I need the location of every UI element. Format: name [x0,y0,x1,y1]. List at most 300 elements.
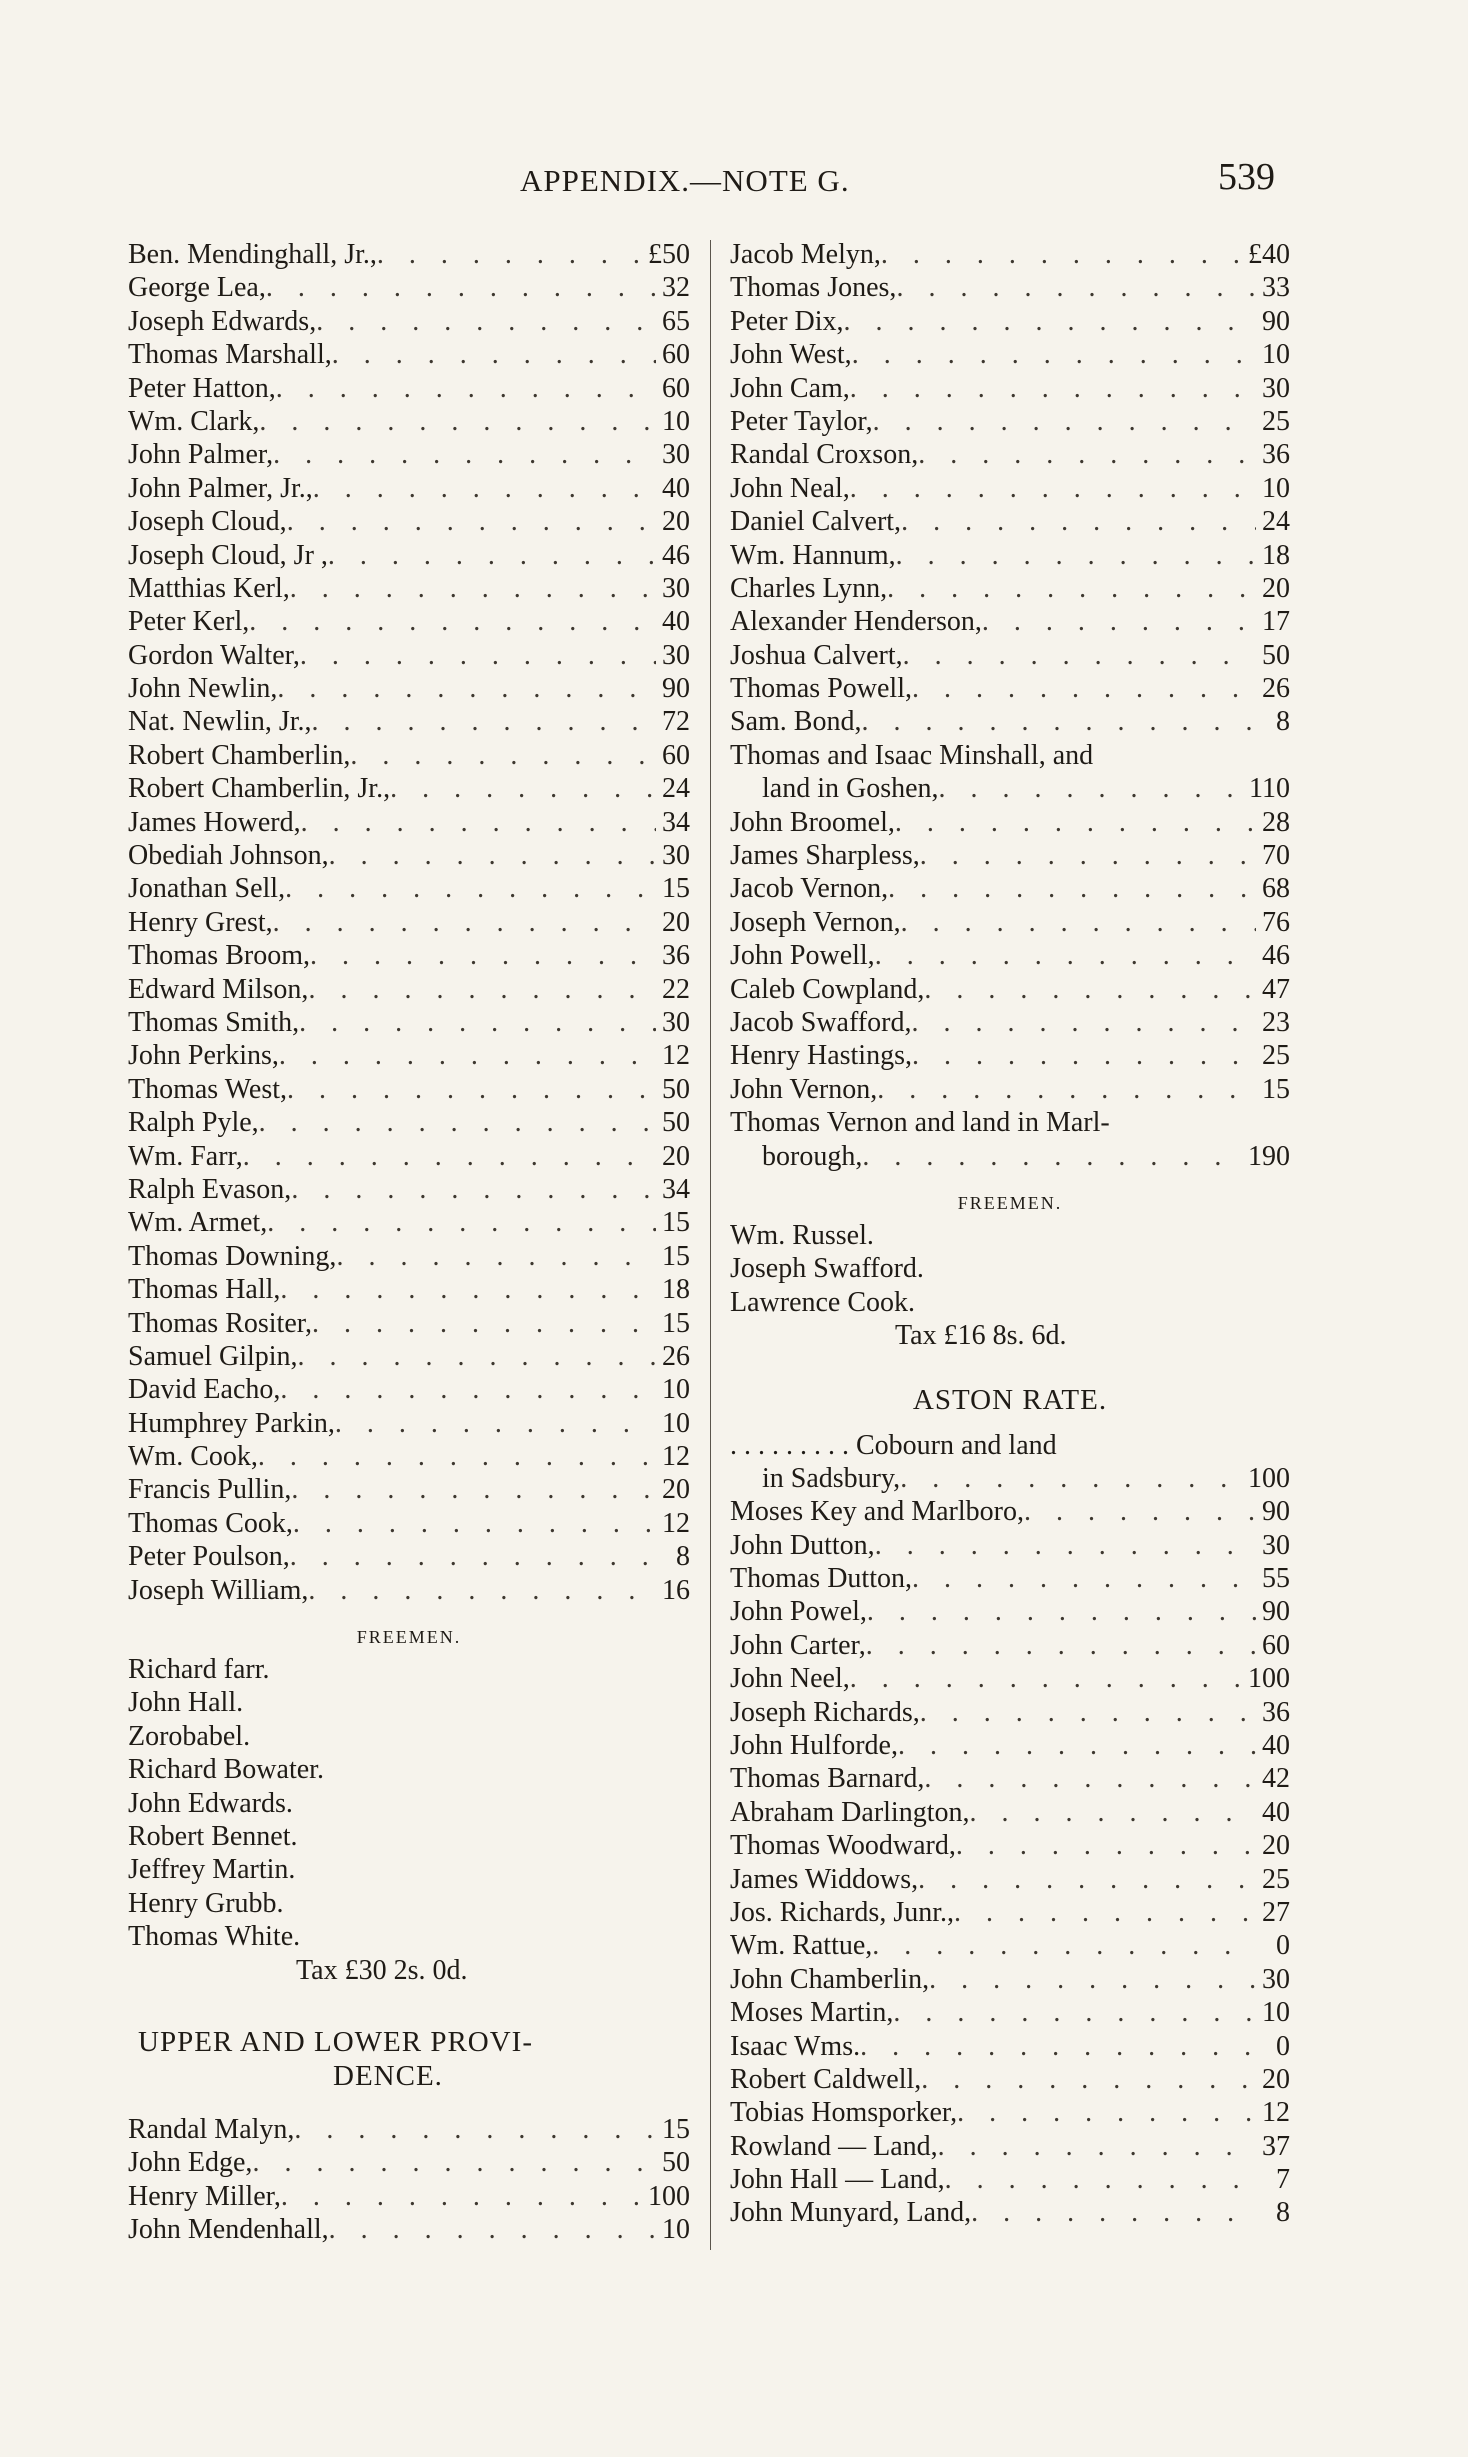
entry-name: Tobias Homsporker, [730,2097,958,2129]
entry-name: John Newlin, [128,673,278,705]
leader-dots [249,605,656,638]
entry-amount: 24 [1262,506,1290,538]
aston-entries-list [730,1495,1290,2230]
entry-name: Thomas Marshall, [128,339,332,371]
freeman-name: Henry Grubb. [128,1887,284,1919]
leader-dots [281,2180,648,2213]
entry-amount: 30 [1262,1963,1290,1995]
entry-amount: 12 [662,1441,690,1473]
entry-name: John Vernon, [730,1073,878,1105]
list-item [128,2213,690,2246]
entry-amount: £50 [648,239,690,270]
list-item [730,271,1290,304]
leader-dots [299,1006,656,1039]
leader-dots [277,672,656,705]
entry-name: Charles Lynn, [730,572,888,604]
entry-amount: 12 [662,1040,690,1072]
entry-name: Joseph Edwards, [128,305,317,337]
leader-dots [285,872,656,905]
list-item [128,1173,690,1206]
list-item [128,1106,690,1139]
leader-dots [313,472,656,505]
entry-amount: 70 [1262,840,1290,872]
entry-amount: 8 [1276,2197,1290,2229]
entry-name: Thomas Barnard, [730,1763,925,1795]
entry-name: Peter Kerl, [128,606,250,638]
list-item [730,705,1290,738]
leader-dots [312,705,656,738]
list-item [128,1440,690,1473]
leader-dots [316,305,656,338]
entry-name: Joseph Cloud, Jr , [128,539,328,571]
entry-name: Thomas Dutton, [730,1563,912,1595]
entry-amount: 47 [1262,973,1290,1005]
entry-name: Henry Miller, [128,2180,281,2212]
entry-amount: 20 [662,906,690,938]
list-item [128,438,690,471]
leader-dots [1024,1495,1256,1528]
leader-dots [881,238,1248,271]
entry-amount: 10 [1262,1997,1290,2029]
entry-name: Jacob Melyn, [730,239,881,270]
list-item [128,839,690,872]
list-item [730,939,1290,972]
leader-dots [901,906,1256,939]
list-item [730,2163,1290,2196]
entry-name: Peter Poulson, [128,1541,290,1573]
entry-amount: 90 [1262,1596,1290,1628]
list-item [730,438,1290,471]
list-item [730,539,1290,572]
entry-name: Robert Chamberlin, [128,739,351,771]
vernon-line1: Thomas Vernon and land in Marl- [730,1107,1110,1139]
entry-amount: 36 [1262,439,1290,471]
entry-name: in Sadsbury, [762,1462,901,1494]
entry-name: George Lea, [128,272,266,304]
entry-amount: 20 [662,1140,690,1172]
entry-amount: 72 [662,706,690,738]
leader-dots [259,1106,656,1139]
list-item [730,906,1290,939]
leader-dots [390,772,656,805]
list-item [128,1307,690,1340]
entry-name: John Hulforde, [730,1730,898,1762]
entry-amount: 16 [662,1574,690,1606]
entry-amount: 10 [662,405,690,437]
entry-name: Thomas Powell, [730,673,912,705]
entry-amount: 0 [1276,1930,1290,1962]
entry-amount: 26 [662,1340,690,1372]
entry-name: Nat. Newlin, Jr., [128,706,312,738]
list-item [730,1562,1290,1595]
entry-amount: 24 [662,773,690,805]
freeman-name: Wm. Russel. [730,1219,874,1251]
list-item [128,1340,690,1373]
entry-amount: 100 [1248,1663,1290,1695]
list-item [128,1273,690,1306]
entry-amount: 50 [1262,639,1290,671]
leader-dots [898,1729,1256,1762]
leader-dots [298,1340,656,1373]
entry-name: John Powell, [730,940,875,972]
entry-name: Jonathan Sell, [128,873,286,905]
leader-dots [328,539,656,572]
list-item [730,2063,1290,2096]
entry-name: Wm. Armet, [128,1207,268,1239]
list-item [128,605,690,638]
leader-dots [266,271,656,304]
right-entries-list [730,238,1290,739]
list-item [128,1574,690,1607]
entry-amount: 50 [662,1107,690,1139]
list-item [128,973,690,1006]
entry-amount: 10 [662,2214,690,2246]
entry-name: Thomas Woodward, [730,1830,956,1862]
entry-name: Thomas Smith, [128,1006,300,1038]
list-item [128,2180,690,2213]
list-item [128,705,690,738]
leader-dots [252,2146,656,2179]
entry-amount: 90 [662,673,690,705]
list-item [730,639,1290,672]
entry-amount: 30 [1262,1529,1290,1561]
left-freemen-list [128,1653,690,1954]
leader-dots [259,405,656,438]
leader-dots [873,405,1256,438]
entry-name: Wm. Cook, [128,1441,258,1473]
freeman-name: Joseph Swafford. [730,1253,924,1285]
list-item [730,305,1290,338]
leader-dots [300,639,656,672]
entry-amount: 15 [662,1240,690,1272]
left-entries-list [128,238,690,1607]
list-item [730,1662,1290,1695]
entry-amount: 30 [662,639,690,671]
list-item [730,1863,1290,1896]
entry-name: Gordon Walter, [128,639,300,671]
section-heading-aston: ASTON RATE. [912,1383,1108,1416]
entry-name: Ben. Mendinghall, Jr., [128,239,377,270]
list-item [730,405,1290,438]
entry-name: Wm. Clark, [128,405,260,437]
freeman-name: John Edwards. [128,1787,293,1819]
leader-dots [888,872,1256,905]
leader-dots [377,238,648,271]
list-item [128,939,690,972]
entry-name: Thomas Broom, [128,940,310,972]
entry-name: Randal Malyn, [128,2113,295,2145]
entry-name: Sam. Bond, [730,706,862,738]
entry-amount: 30 [662,1006,690,1038]
list-item [128,505,690,538]
leader-dots [957,2096,1256,2129]
freeman-name: Jeffrey Martin. [128,1854,296,1886]
entry-name: Peter Dix, [730,305,844,337]
entry-name: Alexander Henderson, [730,606,982,638]
entry-amount: 18 [1262,539,1290,571]
leader-dots [280,1273,656,1306]
tax-text: Tax £30 2s. 0d. [296,1954,468,1986]
leader-dots [293,1507,656,1540]
leader-dots [867,1595,1256,1628]
entry-amount: 28 [1262,806,1290,838]
leader-dots [310,939,656,972]
entry-name: Wm. Farr, [128,1140,243,1172]
list-item [128,271,690,304]
entry-name: John Palmer, [128,439,274,471]
leader-dots [350,739,656,772]
list-item [128,906,690,939]
entry-name: Wm. Rattue, [730,1930,873,1962]
list-item [128,305,690,338]
list-item [730,672,1290,705]
entry-name: Daniel Calvert, [730,506,902,538]
list-item [730,1529,1290,1562]
list-item [128,539,690,572]
entry-amount: 65 [662,305,690,337]
entry-name: Thomas Cook, [128,1507,293,1539]
leader-dots [273,906,656,939]
column-divider [710,240,711,2250]
entry-amount: 15 [662,1307,690,1339]
entry-amount: 34 [662,1173,690,1205]
list-item [128,405,690,438]
list-item [730,1896,1290,1929]
leader-dots [243,1140,656,1173]
entry-amount: 15 [662,1207,690,1239]
entry-name: John Palmer, Jr., [128,472,313,504]
freeman-name: Richard farr. [128,1654,270,1686]
list-item [730,1140,1290,1173]
entry-name: John Neel, [730,1663,850,1695]
list-item [730,572,1290,605]
freeman-name: Zorobabel. [128,1720,251,1752]
entry-amount: 100 [1248,1462,1290,1494]
entry-amount: 60 [662,339,690,371]
list-item [730,973,1290,1006]
list-item [128,1240,690,1273]
entry-name: James Widdows, [730,1863,919,1895]
entry-amount: 25 [1262,1040,1290,1072]
entry-amount: 40 [662,472,690,504]
entry-amount: 40 [1262,1796,1290,1828]
entry-amount: 40 [1262,1730,1290,1762]
entry-amount: 34 [662,806,690,838]
list-item [128,1006,690,1039]
leader-dots [276,372,656,405]
leader-dots [893,1996,1256,2029]
leader-dots [290,572,656,605]
entry-amount: 25 [1262,1863,1290,1895]
entry-amount: 8 [676,1541,690,1573]
leader-dots [312,1307,656,1340]
list-item [128,2113,690,2146]
entry-amount: £40 [1248,239,1290,270]
entry-amount: 55 [1262,1563,1290,1595]
entry-amount: 15 [1262,1073,1290,1105]
entry-amount: 30 [1262,372,1290,404]
entry-amount: 50 [662,2147,690,2179]
entry-amount: 17 [1262,606,1290,638]
entry-amount: 20 [1262,1830,1290,1862]
list-item [128,639,690,672]
entry-amount: 46 [1262,940,1290,972]
entry-name: Jos. Richards, Junr., [730,1896,954,1928]
entry-name: David Eacho, [128,1374,281,1406]
leader-dots [287,1073,656,1106]
section-heading-line1: UPPER AND LOWER PROVI- [138,2025,533,2058]
list-item [128,338,690,371]
entry-amount: 37 [1262,2130,1290,2162]
list-item [730,1696,1290,1729]
leader-dots [287,505,656,538]
list-item [730,1762,1290,1795]
right-freemen-list [730,1219,1290,1319]
leader-dots [267,1206,656,1239]
entry-amount: 15 [662,873,690,905]
page-header [0,155,1468,205]
leader-dots [273,438,656,471]
list-item [128,672,690,705]
entry-amount: 33 [1262,272,1290,304]
list-item [730,1595,1290,1628]
leader-dots [877,1073,1256,1106]
leader-dots [938,2130,1256,2163]
leader-dots [929,1963,1256,1996]
entry-amount: 7 [1276,2164,1290,2196]
entry-name: John Dutton, [730,1529,875,1561]
list-item [730,1629,1290,1662]
list-item [128,472,690,505]
entry-name: Obediah Johnson, [128,840,329,872]
entry-amount: 0 [1276,2030,1290,2062]
leader-dots [895,806,1256,839]
entry-name: John Edge, [128,2147,253,2179]
list-item [730,505,1290,538]
leader-dots [852,338,1256,371]
list-item [128,372,690,405]
entry-name: Henry Grest, [128,906,273,938]
entry-amount: 20 [662,1474,690,1506]
tax-text: Tax £16 8s. 6d. [895,1320,1067,1352]
leader-dots [939,772,1250,805]
list-item [128,1473,690,1506]
entry-name: Thomas Hall, [128,1274,281,1306]
entry-name: Peter Taylor, [730,405,873,437]
minshall-line1: Thomas and Isaac Minshall, and [730,739,1094,771]
leader-dots [918,438,1256,471]
entry-amount: 8 [1276,706,1290,738]
leader-dots [850,1662,1248,1695]
list-item [730,238,1290,271]
entry-amount: 10 [1262,339,1290,371]
entry-amount: 15 [662,2113,690,2145]
tax-line [128,1954,690,1987]
entry-name: Joseph Cloud, [128,506,287,538]
list-item [730,1006,1290,1039]
leader-dots [912,1562,1256,1595]
entry-name: John Powel, [730,1596,867,1628]
leader-dots [866,1629,1256,1662]
entry-amount: 27 [1262,1896,1290,1928]
entry-amount: 42 [1262,1763,1290,1795]
freemen-heading: FREEMEN. [356,1627,462,1648]
list-item [128,739,690,772]
entry-name: Caleb Cowpland, [730,973,925,1005]
entry-amount: 30 [662,572,690,604]
entry-name: Joshua Calvert, [730,639,903,671]
leader-dots [887,572,1256,605]
section-heading-line2: DENCE. [333,2059,443,2092]
entry-name: Robert Chamberlin, Jr., [128,773,391,805]
list-item [730,872,1290,905]
leader-dots [920,839,1256,872]
leader-dots [291,1173,656,1206]
list-item [128,2146,690,2179]
list-item [730,1929,1290,1962]
leader-dots [912,672,1256,705]
entry-name: John Broomel, [730,806,895,838]
list-item [730,1039,1290,1072]
entry-name: Joseph Vernon, [730,906,901,938]
list-item [730,772,1290,805]
entry-name: Matthias Kerl, [128,572,290,604]
entry-name: Joseph Richards, [730,1696,920,1728]
list-item [730,1729,1290,1762]
entry-name: Francis Pullin, [128,1474,292,1506]
leader-dots [903,639,1256,672]
list-item [730,372,1290,405]
entry-name: John Perkins, [128,1040,279,1072]
leader-dots [872,1929,1256,1962]
list-item [730,605,1290,638]
entry-name: Samuel Gilpin, [128,1340,298,1372]
list-item [730,1796,1290,1829]
entry-name: John Neal, [730,472,850,504]
freeman-name: Richard Bowater. [128,1754,324,1786]
leader-dots [258,1440,656,1473]
list-item [730,1963,1290,1996]
list-item [730,1462,1290,1495]
leader-dots [954,1896,1256,1929]
entry-amount: 18 [662,1274,690,1306]
entry-amount: 190 [1248,1140,1290,1172]
entry-name: Edward Milson, [128,973,309,1005]
leader-dots [901,505,1256,538]
leader-dots [896,271,1256,304]
entry-name: Isaac Wms. [730,2030,861,2062]
entry-amount: 60 [1262,1629,1290,1661]
leader-dots [290,1540,656,1573]
leader-dots [308,1574,656,1607]
list-item [128,872,690,905]
list-item [730,2130,1290,2163]
leader-dots [911,1006,1256,1039]
entry-name: Henry Hastings, [730,1040,912,1072]
leader-dots [861,705,1256,738]
entry-amount: 90 [1262,1496,1290,1528]
entry-name: Thomas West, [128,1073,287,1105]
entry-amount: 76 [1262,906,1290,938]
entry-name: John Cam, [730,372,850,404]
leader-dots [332,338,656,371]
leader-dots [896,539,1256,572]
entry-name: John Hall — Land, [730,2164,945,2196]
entry-amount: 60 [662,739,690,771]
entry-amount: 32 [662,272,690,304]
leader-dots [335,1407,656,1440]
entry-name: John West, [730,339,852,371]
